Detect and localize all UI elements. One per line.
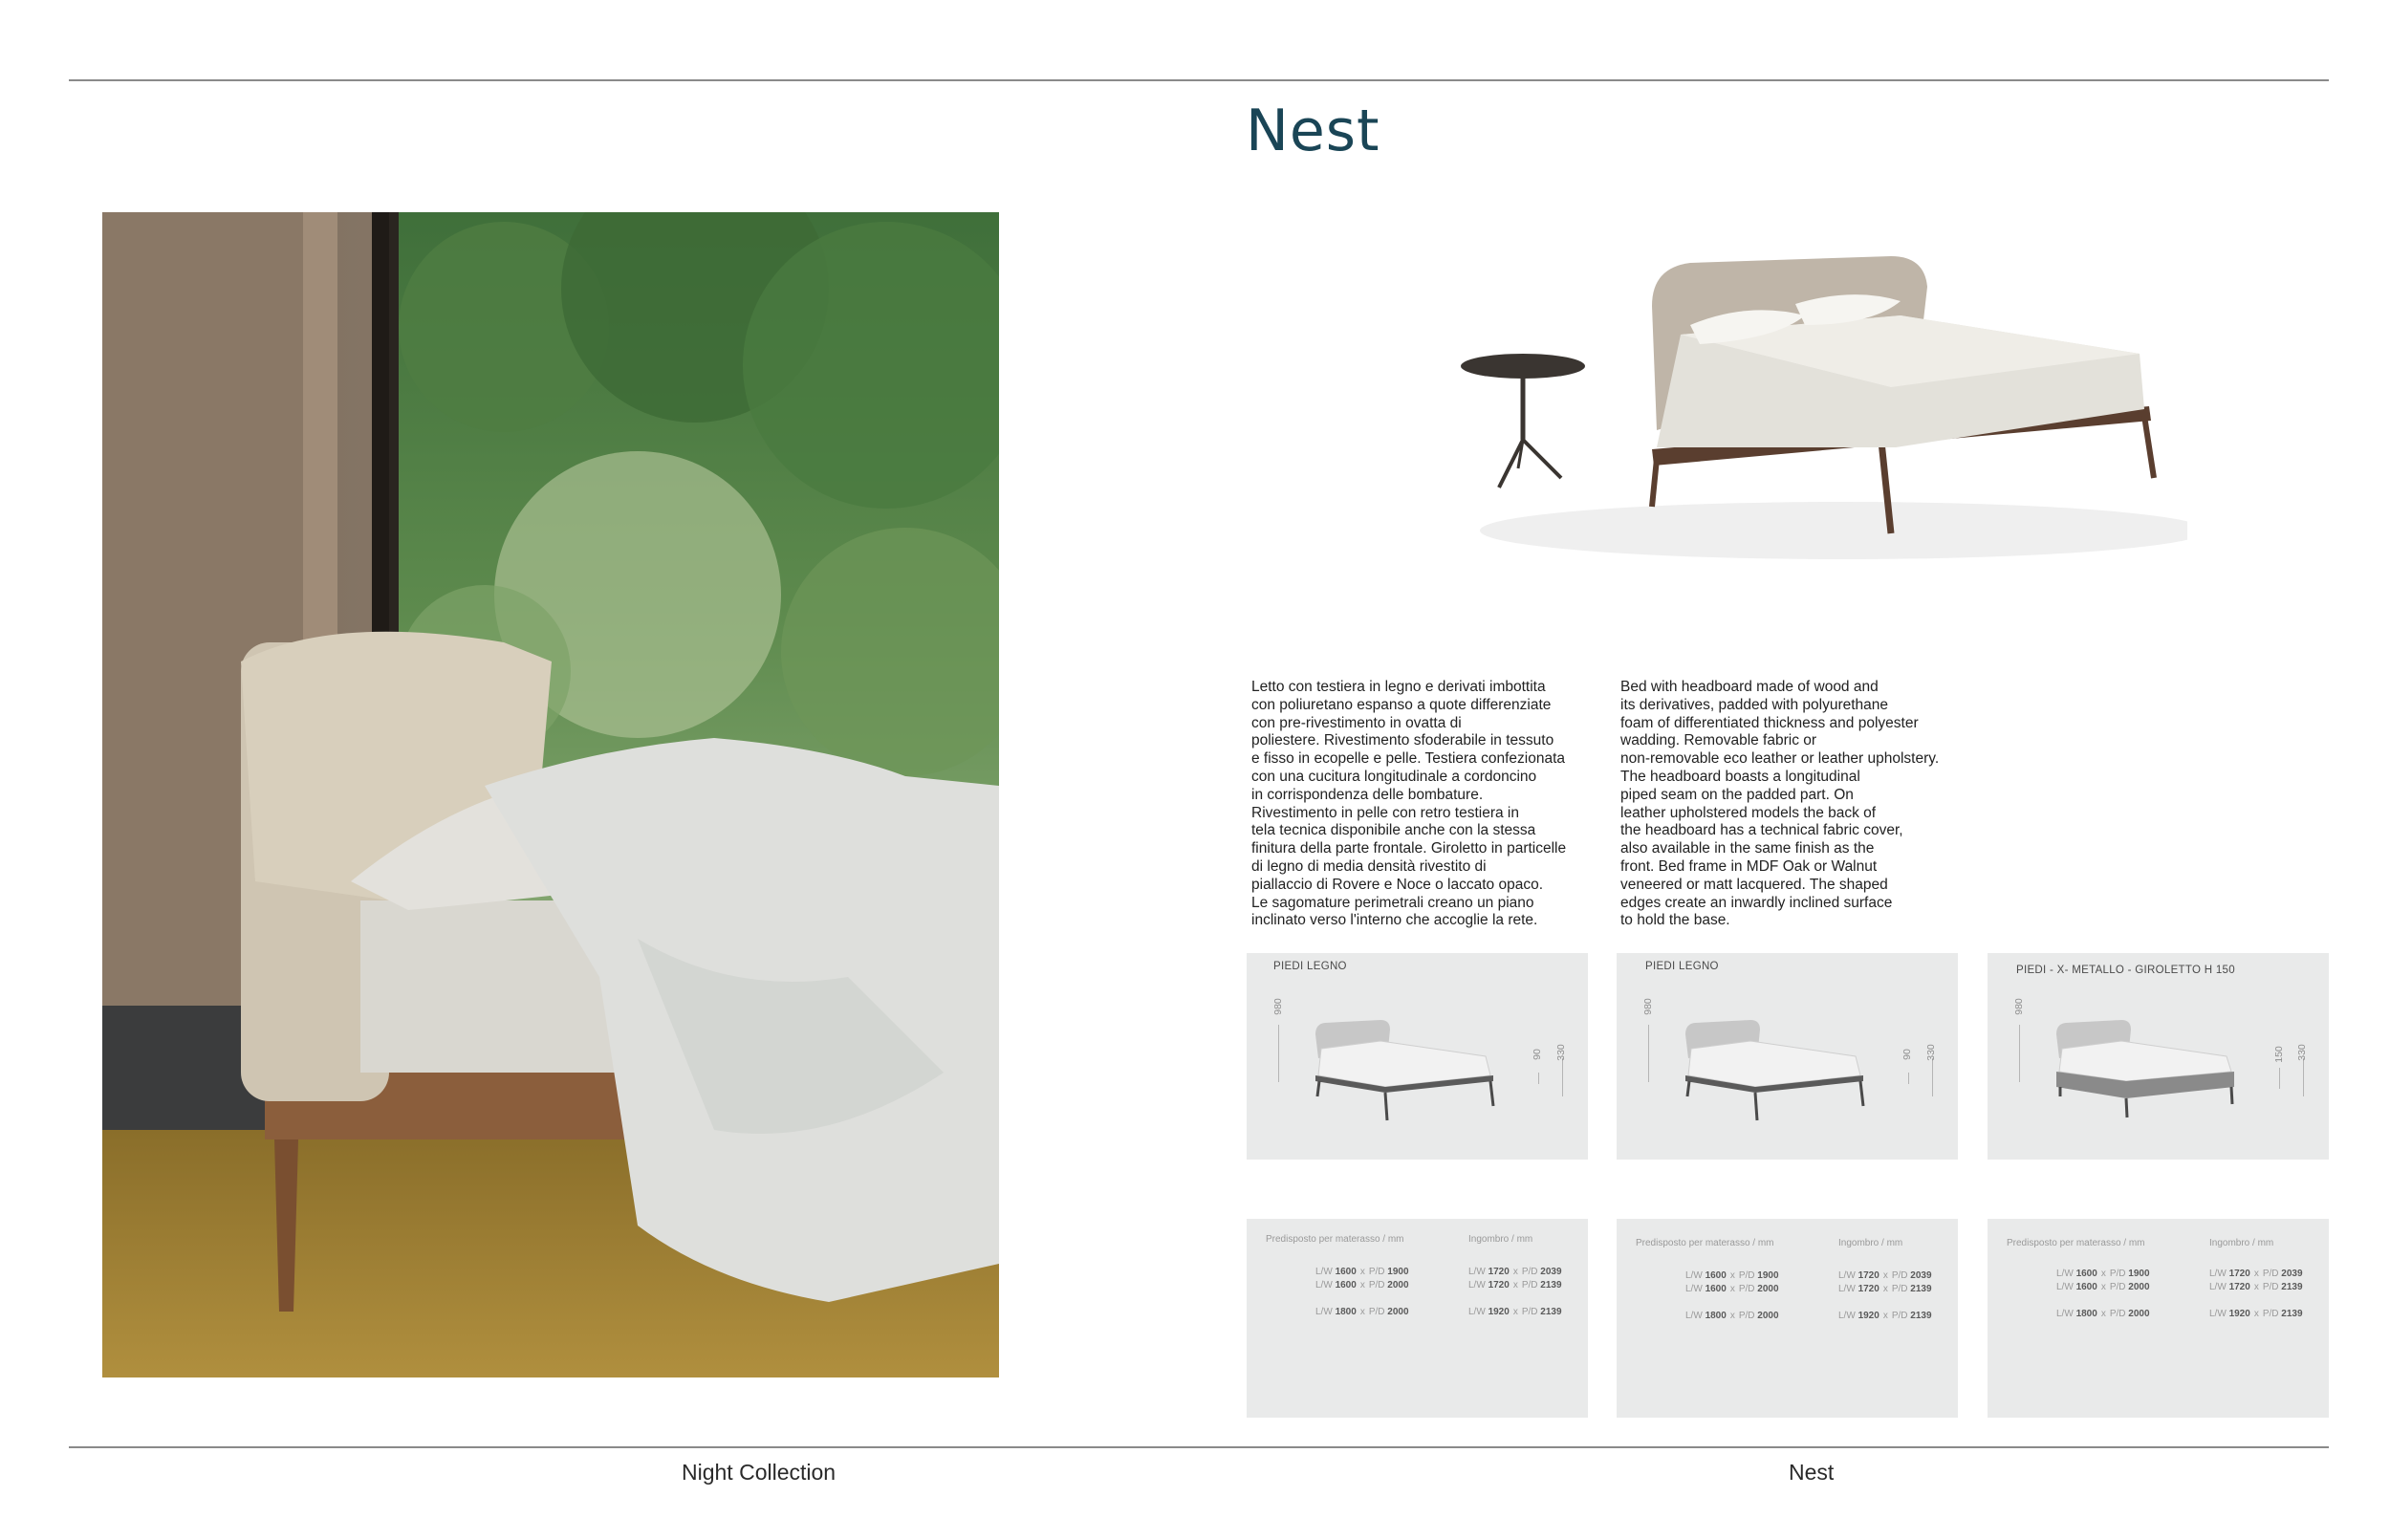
footer-right: Nest (1789, 1460, 1835, 1485)
overall-size-row: L/W 1720 x P/D 2139 (1468, 1280, 1562, 1291)
mattress-size-row: L/W 1600 x P/D 2000 (2056, 1282, 2150, 1292)
dimension-height-leg: 90 (1531, 1049, 1543, 1060)
mattress-size-row: L/W 1600 x P/D 1900 (1315, 1267, 1409, 1277)
mattress-size-row: L/W 1600 x P/D 2000 (1685, 1284, 1779, 1294)
description-english: Bed with headboard made of wood and its derivatives, padded with polyurethane foam of differentiated thickness and polyester wadding. Removable fabric or non-removable eco leather or leather upholstery. The headboard boasts a longitudinal piped seam on the padded part. On leather upholstered models the back of the headboard has a technical fabric cover, also available in the same finish as the front. Bed frame in MDF Oak or Walnut veneered or matt lacquered. The shaped edges create an inwardly inclined surface to hold the base. (1620, 679, 1940, 929)
top-rule (69, 79, 2329, 81)
lifestyle-photo (102, 212, 999, 1377)
overall-header: Ingombro / mm (1838, 1238, 1903, 1248)
variant-panel-1 (1247, 953, 1588, 1160)
dimension-line (2303, 1058, 2304, 1096)
dimension-height-total: 980 (1271, 998, 1284, 1015)
dimension-line (1538, 1073, 1539, 1084)
mattress-size-row: L/W 1800 x P/D 2000 (1315, 1307, 1409, 1317)
mattress-size-row: L/W 1600 x P/D 1900 (2056, 1269, 2150, 1279)
variant-title: PIEDI LEGNO (1273, 961, 1347, 972)
dimension-height-leg: 90 (1901, 1049, 1913, 1060)
overall-size-row: L/W 1920 x P/D 2139 (2209, 1309, 2303, 1319)
mattress-size-row: L/W 1800 x P/D 2000 (1685, 1311, 1779, 1321)
product-image (1365, 191, 2187, 602)
dimension-line (1562, 1058, 1563, 1096)
size-table-2 (1617, 1219, 1958, 1418)
footer-left: Night Collection (682, 1460, 836, 1485)
dimension-height-frame: 330 (1554, 1044, 1567, 1061)
overall-size-row: L/W 1720 x P/D 2039 (1468, 1267, 1562, 1277)
description-italian: Letto con testiera in legno e derivati imbottita con poliuretano espanso a quote differenziate con pre-rivestimento in ovatta di poliestere. Rivestimento sfoderabile in tessuto e fisso in ecopelle e pelle. Testiera confezionata con una cucitura longitudinale a cordoncino in corrispondenza delle bombature. Rivestimento in pelle con retro testiera in tela tecnica disponibile anche con la stessa finitura della parte frontale. Giroletto in particelle di legno di media densità rivestito di piallaccio di Rovere e Noce o laccato opaco. Le sagomature perimetrali creano un piano inclinato verso l'interno che accoglie la rete. (1251, 679, 1567, 929)
overall-size-row: L/W 1720 x P/D 2039 (2209, 1269, 2303, 1279)
overall-size-row: L/W 1920 x P/D 2139 (1838, 1311, 1932, 1321)
mattress-header: Predisposto per materasso / mm (1636, 1238, 1774, 1248)
dimension-line (1932, 1058, 1933, 1096)
variant-panel-2 (1617, 953, 1958, 1160)
overall-header: Ingombro / mm (1468, 1234, 1533, 1245)
dimension-height-total: 980 (2012, 998, 2025, 1015)
dimension-line (2279, 1068, 2280, 1089)
mattress-size-row: L/W 1600 x P/D 1900 (1685, 1270, 1779, 1281)
mattress-size-row: L/W 1800 x P/D 2000 (2056, 1309, 2150, 1319)
dimension-height-frame: 330 (1924, 1044, 1937, 1061)
size-table-1 (1247, 1219, 1588, 1418)
dimension-height-frame: 330 (2295, 1044, 2308, 1061)
overall-size-row: L/W 1920 x P/D 2139 (1468, 1307, 1562, 1317)
overall-size-row: L/W 1720 x P/D 2139 (2209, 1282, 2303, 1292)
overall-size-row: L/W 1720 x P/D 2039 (1838, 1270, 1932, 1281)
variant-title: PIEDI - X- METALLO - GIROLETTO H 150 (2016, 965, 2235, 976)
mattress-header: Predisposto per materasso / mm (2007, 1238, 2145, 1248)
variant-title: PIEDI LEGNO (1645, 961, 1719, 972)
overall-size-row: L/W 1720 x P/D 2139 (1838, 1284, 1932, 1294)
mattress-size-row: L/W 1600 x P/D 2000 (1315, 1280, 1409, 1291)
bottom-rule (69, 1446, 2329, 1448)
page-title: Nest (1246, 98, 1380, 164)
dimension-height-leg: 150 (2272, 1046, 2285, 1063)
dimension-line (1908, 1073, 1909, 1084)
variant-panel-3 (1988, 953, 2329, 1160)
overall-header: Ingombro / mm (2209, 1238, 2274, 1248)
mattress-header: Predisposto per materasso / mm (1266, 1234, 1404, 1245)
dimension-height-total: 980 (1641, 998, 1654, 1015)
size-table-3 (1988, 1219, 2329, 1418)
